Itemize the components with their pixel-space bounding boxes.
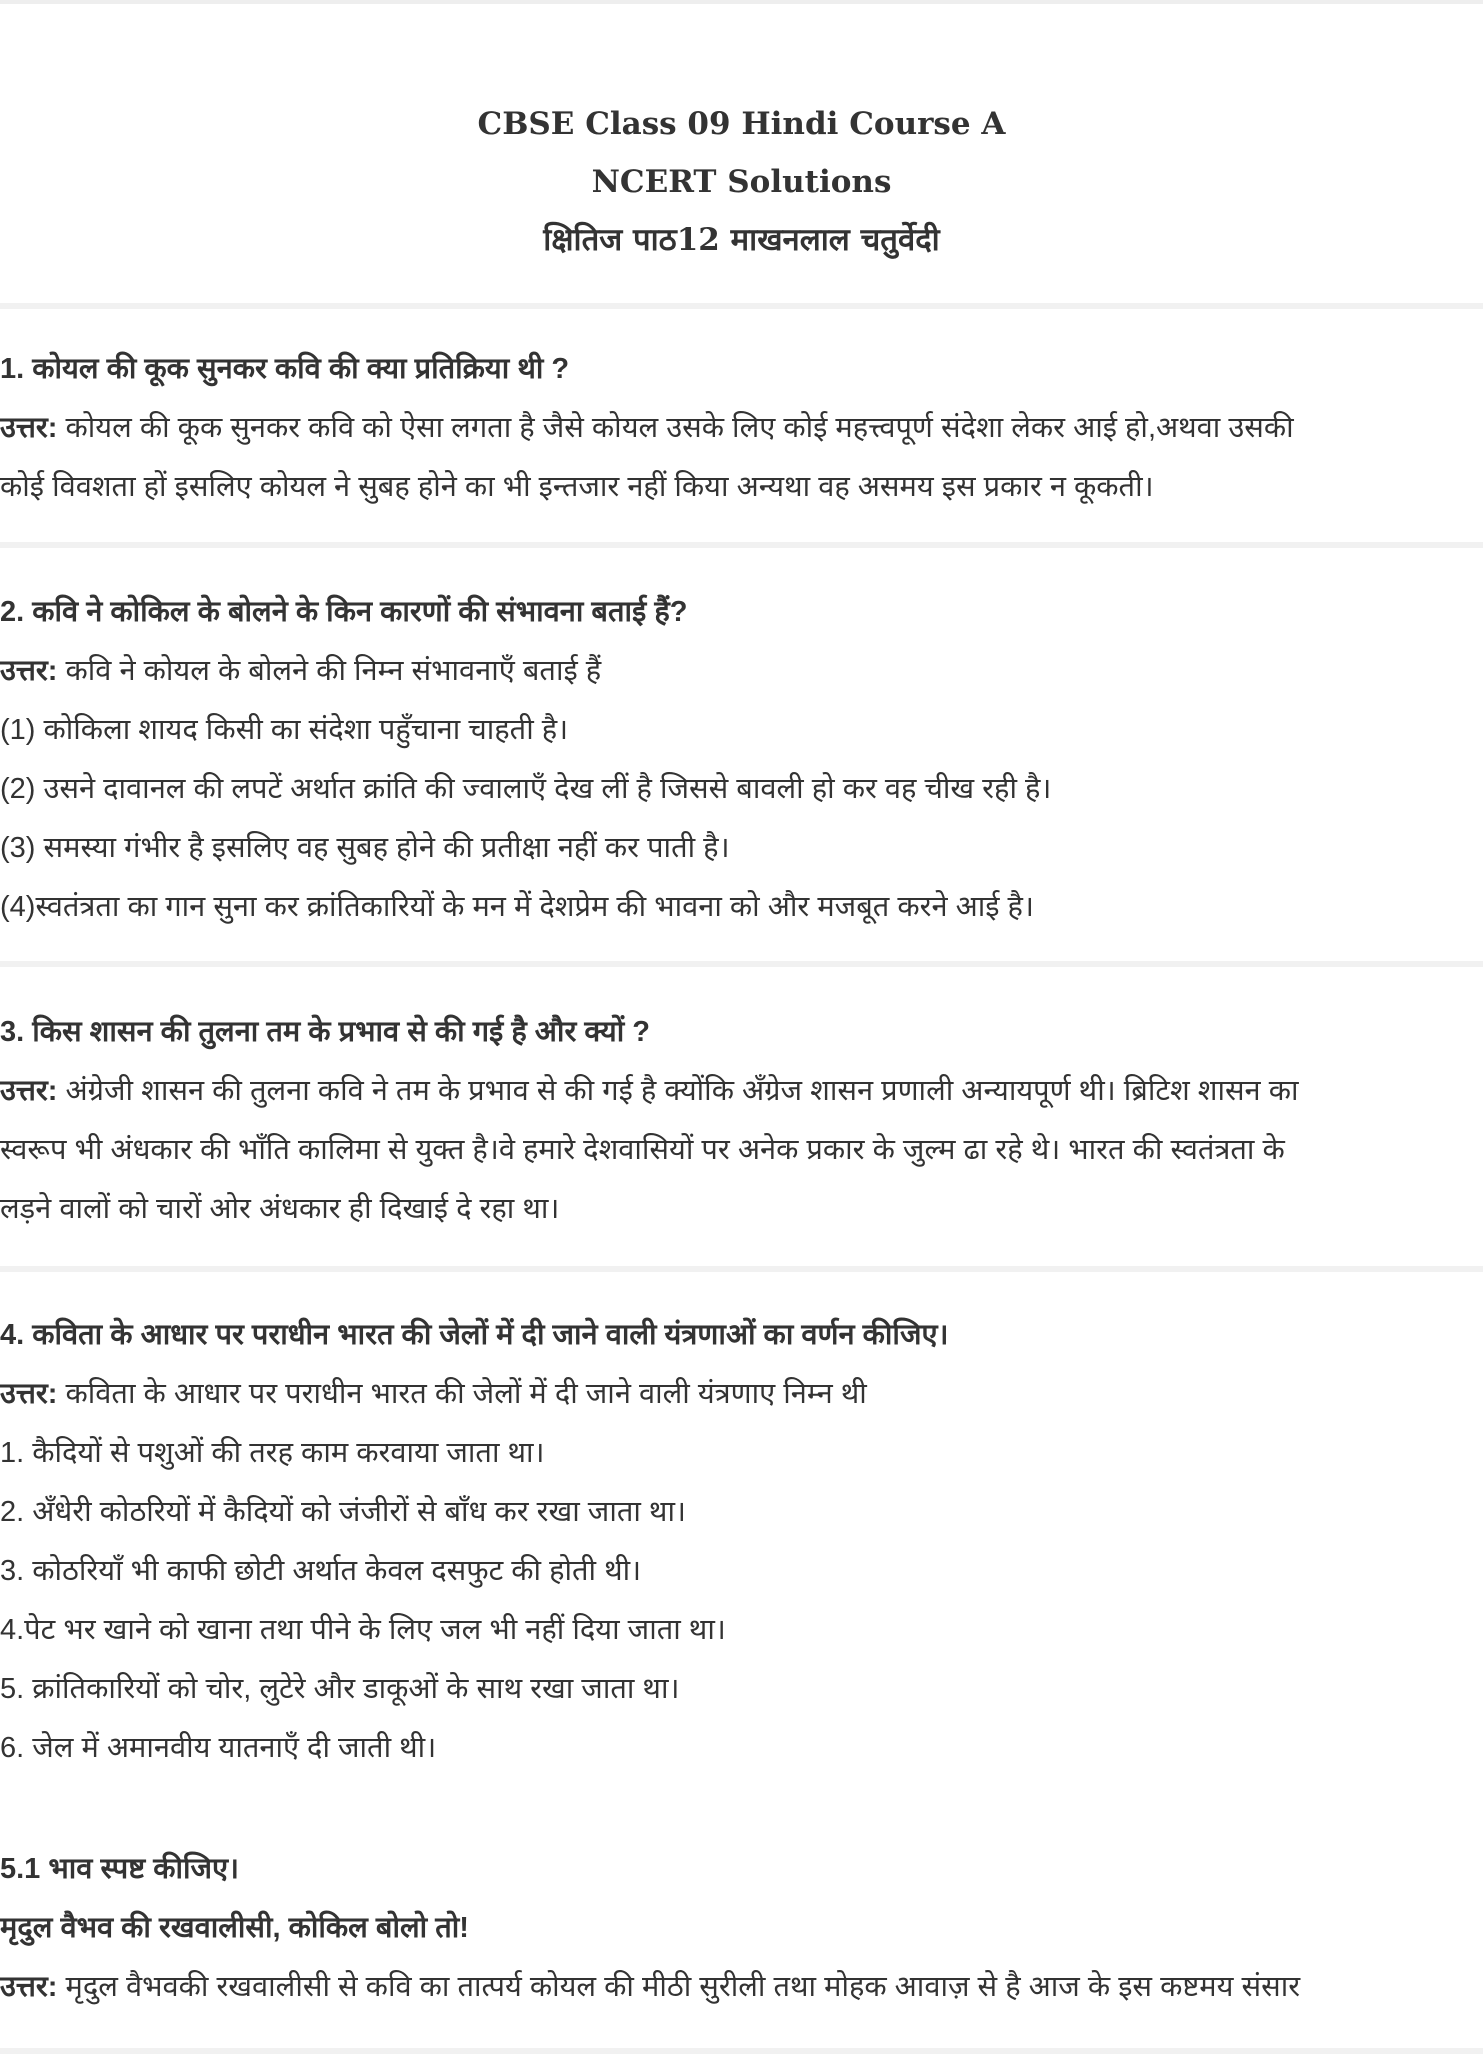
answer-line: उत्तर: कवि ने कोयल के बोलने की निम्न संभावनाएँ बताई हैं xyxy=(0,655,602,687)
answer-point: 5. क्रांतिकारियों को चोर, लुटेरे और डाकूओं के साथ रखा जाता था। xyxy=(0,1673,680,1705)
section-divider xyxy=(0,542,1483,548)
header-course: CBSE Class 09 Hindi Course A xyxy=(477,106,1006,142)
answer-line: कोई विवशता हों इसलिए कोयल ने सुबह होने का भी इन्तजार नहीं किया अन्यथा वह असमय इस प्रकार न कूकती। xyxy=(0,471,1154,503)
header-chapter: क्षितिज पाठ12 माखनलाल चतुर्वेदी xyxy=(543,222,940,258)
section-divider xyxy=(0,961,1483,967)
question-3 xyxy=(0,1003,1483,1239)
answer-line: स्वरूप भी अंधकार की भाँति कालिमा से युक्त है।वे हमारे देशवासियों पर अनेक प्रकार के जुल्म ढा रहे थे। भारत की स्वतंत्रता के xyxy=(0,1134,1285,1166)
answer-point: 3. कोठरियाँ भी काफी छोटी अर्थात केवल दसफुट की होती थी। xyxy=(0,1555,642,1587)
question-1 xyxy=(0,340,1483,517)
question-text: 1. कोयल की कूक सुनकर कवि की क्या प्रतिक्रिया थी ? xyxy=(0,353,570,385)
answer-point: 4.पेट भर खाने को खाना तथा पीने के लिए जल भी नहीं दिया जाता था। xyxy=(0,1614,726,1646)
document-header xyxy=(0,95,1483,269)
answer-point: (3) समस्या गंभीर है इसलिए वह सुबह होने की प्रतीक्षा नहीं कर पाती है। xyxy=(0,832,730,864)
answer-point: 2. अँधेरी कोठरियों में कैदियों को जंजीरों से बाँध कर रखा जाता था। xyxy=(0,1496,686,1528)
answer-point: 6. जेल में अमानवीय यातनाएँ दी जाती थी। xyxy=(0,1732,437,1764)
answer-label: उत्तर: xyxy=(0,1075,58,1107)
answer-line: उत्तर: कोयल की कूक सुनकर कवि को ऐसा लगता है जैसे कोयल उसके लिए कोई महत्त्वपूर्ण संदेशा लेकर आई हो,अथवा उसकी xyxy=(0,412,1294,444)
answer-label: उत्तर: xyxy=(0,1378,58,1410)
question-5-1 xyxy=(0,1840,1483,2017)
question-text: 4. कविता के आधार पर पराधीन भारत की जेलों में दी जाने वाली यंत्रणाओं का वर्णन कीजिए। xyxy=(0,1319,949,1351)
answer-point: (4)स्वतंत्रता का गान सुना कर क्रांतिकारियों के मन में देशप्रेम की भावना को और मजबूत करने आई है। xyxy=(0,891,1034,923)
question-2 xyxy=(0,583,1483,937)
question-text: 5.1 भाव स्पष्ट कीजिए। xyxy=(0,1853,240,1885)
answer-label: उत्तर: xyxy=(0,655,58,687)
answer-label: उत्तर: xyxy=(0,1971,58,2003)
answer-label: उत्तर: xyxy=(0,412,58,444)
question-text: 3. किस शासन की तुलना तम के प्रभाव से की गई है और क्यों ? xyxy=(0,1016,650,1048)
bottom-border xyxy=(0,2048,1483,2054)
answer-line: उत्तर: कविता के आधार पर पराधीन भारत की जेलों में दी जाने वाली यंत्रणाए निम्न थी xyxy=(0,1378,867,1410)
answer-line: लड़ने वालों को चारों ओर अंधकार ही दिखाई दे रहा था। xyxy=(0,1193,560,1225)
answer-point: (1) कोकिला शायद किसी का संदेशा पहुँचाना चाहती है। xyxy=(0,714,569,746)
question-text: 2. कवि ने कोकिल के बोलने के किन कारणों की संभावना बताई हैं? xyxy=(0,596,688,628)
top-border xyxy=(0,0,1483,4)
answer-line: उत्तर: मृदुल वैभवकी रखवालीसी से कवि का तात्पर्य कोयल की मीठी सुरीली तथा मोहक आवाज़ से है आज के इस कष्टमय संसार xyxy=(0,1971,1301,2003)
header-subtitle: NCERT Solutions xyxy=(591,164,892,200)
section-divider xyxy=(0,1266,1483,1272)
answer-line: उत्तर: अंग्रेजी शासन की तुलना कवि ने तम के प्रभाव से की गई है क्योंकि अँग्रेज शासन प्रणाली अन्यायपूर्ण थी। ब्रिटिश शासन का xyxy=(0,1075,1299,1107)
answer-point: 1. कैदियों से पशुओं की तरह काम करवाया जाता था। xyxy=(0,1437,545,1469)
question-4 xyxy=(0,1306,1483,1778)
answer-point: (2) उसने दावानल की लपटें अर्थात क्रांति की ज्वालाएँ देख लीं है जिससे बावली हो कर वह चीख रही है। xyxy=(0,773,1052,805)
section-divider xyxy=(0,303,1483,309)
poem-line: मृदुल वैभव की रखवालीसी, कोकिल बोलो तो! xyxy=(0,1912,469,1944)
